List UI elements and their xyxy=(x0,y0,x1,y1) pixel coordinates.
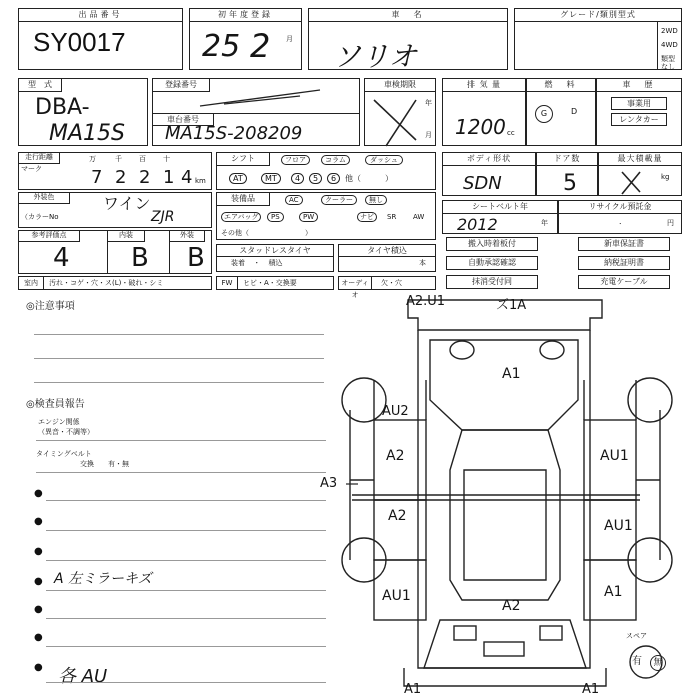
seatbelt-value: 2012 xyxy=(457,215,498,234)
model-label: 型 式 xyxy=(19,79,62,92)
mileage-digit-4: 1 xyxy=(163,167,175,188)
shift-at: AT xyxy=(229,173,247,184)
doors-value: 5 xyxy=(563,171,577,196)
shift-5: 5 xyxy=(309,173,322,184)
mileage-digit-2: 2 xyxy=(115,167,127,188)
inspection-label: 車検期限 xyxy=(365,79,435,92)
interior-label: 室内 xyxy=(19,277,44,289)
doc-tax-cert: 納税証明書 xyxy=(578,256,670,270)
studless-equipped: 装着 xyxy=(231,259,245,267)
color-code: ZJR xyxy=(151,209,175,225)
bullet-5: ● xyxy=(34,604,43,615)
notes-title: ◎注意事項 xyxy=(26,301,75,312)
first-registration-year: 25 xyxy=(202,29,241,64)
model-value-line2: MA15S xyxy=(49,121,125,146)
equipment-pw: PW xyxy=(299,212,318,222)
doc-deregistration: 抹消受付同 xyxy=(446,275,538,289)
diagram-bottom-right: A1 xyxy=(582,682,600,697)
fw-options: ヒビ・A・交換要 xyxy=(243,279,297,287)
grade-4wd: 4WD xyxy=(661,41,678,49)
displacement-value: 1200 xyxy=(455,115,506,139)
audio-label: オーディオ xyxy=(339,277,372,289)
chassis-label: 車台番号 xyxy=(153,114,214,126)
recycle-label: リサイクル預託金 xyxy=(559,201,681,214)
grade-total-label: 参考評価点 xyxy=(19,231,80,242)
diagram-right-front: AU1 xyxy=(600,448,629,464)
bullet-1: ● xyxy=(34,488,43,499)
diagram-hood: A1 xyxy=(502,366,521,382)
shift-6: 6 xyxy=(327,173,340,184)
spare-no: 無 xyxy=(650,655,666,671)
tire-load-label: タイヤ積込 xyxy=(339,245,435,257)
grade-interior: B xyxy=(131,243,149,273)
inspector-title: ◎検査員報告 xyxy=(26,399,85,410)
shift-dash: ダッシュ xyxy=(365,155,403,165)
history-business: 事業用 xyxy=(611,97,667,110)
seatbelt-unit: 年 xyxy=(541,219,548,227)
bullet-3: ● xyxy=(34,546,43,557)
diagram-right-rear: A1 xyxy=(604,584,623,600)
diagram-bottom-left: A1 xyxy=(404,682,422,697)
shift-floor: フロア xyxy=(281,155,310,165)
recycle-value: ． xyxy=(619,217,627,226)
color-sub: （カラーNo xyxy=(21,213,59,221)
displacement-label: 排 気 量 xyxy=(443,79,525,92)
interior-options: 汚れ・コゲ・穴・ス(L)・破れ・シミ xyxy=(49,279,164,287)
history-label: 車 歴 xyxy=(597,79,681,92)
recycle-unit: 円 xyxy=(667,219,674,227)
shift-column: コラム xyxy=(321,155,350,165)
grade-exterior: B xyxy=(187,243,205,273)
car-name-value: ソリオ xyxy=(333,40,417,73)
grade-label: グレード/類別型式 xyxy=(515,9,681,22)
timing-options: 有・無 xyxy=(108,460,129,468)
equipment-airbag: エアバッグ xyxy=(221,212,261,222)
audio-options: 欠・穴 xyxy=(381,279,402,287)
color-value: ワイン xyxy=(103,194,151,213)
first-registration-month: 2 xyxy=(250,27,271,65)
mileage-digit-1: 7 xyxy=(91,167,103,188)
engine-label: エンジン関係 xyxy=(38,418,80,426)
spare-yes: 有 xyxy=(632,656,642,667)
diagram-right-door: AU1 xyxy=(604,518,633,534)
equipment-label: 装備品 xyxy=(217,193,270,206)
shift-mt: MT xyxy=(261,173,281,184)
first-registration-month-unit: 月 xyxy=(286,35,293,43)
lot-number-value: SY0017 xyxy=(33,27,126,57)
doc-auto-approval: 自動承認確認 xyxy=(446,256,538,270)
fw-label: FW xyxy=(217,277,238,289)
bullet-2: ● xyxy=(34,516,43,527)
color-label: 外装色 xyxy=(19,193,70,204)
inspection-year-unit: 年 xyxy=(425,99,432,107)
bullet-7: ● xyxy=(34,662,43,673)
mileage-digit-5: 4 xyxy=(181,167,193,188)
fuel-g-option: G xyxy=(535,105,553,123)
diagram-left-panel-1: A2 xyxy=(386,448,405,464)
remark-1: A 左ミラーキズ xyxy=(54,571,152,587)
equipment-other: その他（ ） xyxy=(221,229,312,237)
mileage-unit-km: km xyxy=(195,177,206,185)
diagram-top-label-2: ズ1A xyxy=(496,298,527,313)
chassis-value: MA15S-208209 xyxy=(165,123,303,144)
doc-charge-cable: 充電ケーブル xyxy=(578,275,670,289)
capacity-unit: kg xyxy=(661,173,670,181)
equipment-sr: SR xyxy=(387,213,397,221)
seatbelt-label: シートベルト年 xyxy=(443,201,557,214)
displacement-unit: cc xyxy=(507,129,515,137)
spare-label: スペア xyxy=(626,632,647,640)
bullet-6: ● xyxy=(34,632,43,643)
equipment-navi: ナビ xyxy=(357,212,377,222)
grade-total: 4 xyxy=(53,243,70,273)
grade-exterior-label: 外装 xyxy=(169,231,205,242)
doc-arrival-plate: 搬入時着板付 xyxy=(446,237,538,251)
inspection-month-unit: 月 xyxy=(425,131,432,139)
studless-loaded: 積込 xyxy=(268,259,283,267)
shift-4: 4 xyxy=(291,173,304,184)
diagram-left-rear: AU1 xyxy=(382,588,411,604)
bullet-4: ● xyxy=(34,576,43,587)
model-value-line1: DBA- xyxy=(35,95,90,120)
timing-sub: 交換 xyxy=(80,460,94,468)
first-registration-label: 初年度登録 xyxy=(190,9,301,22)
fuel-label: 燃 料 xyxy=(527,79,595,92)
diagram-side-left: A3 xyxy=(320,476,338,491)
doors-label: ドア数 xyxy=(537,153,597,166)
grade-interior-label: 内装 xyxy=(107,231,145,242)
timing-label: タイミングベルト xyxy=(36,450,92,458)
grade-2wd: 2WD xyxy=(661,27,678,35)
equipment-aw: AW xyxy=(413,213,425,221)
shift-other: 他（ ） xyxy=(345,174,393,183)
car-name-label: 車 名 xyxy=(309,9,507,22)
doc-warranty: 新車保証書 xyxy=(578,237,670,251)
engine-sub: （異音・不調等） xyxy=(38,428,94,436)
mileage-digit-3: 2 xyxy=(139,167,151,188)
mileage-unit-hyaku: 百 xyxy=(139,155,146,163)
equipment-none: 無し xyxy=(365,195,387,205)
lot-number-label: 出品番号 xyxy=(19,9,182,22)
mileage-unit-juu: 十 xyxy=(163,155,170,163)
equipment-cooler: クーラー xyxy=(321,195,357,205)
body-value: SDN xyxy=(463,173,502,194)
diagram-left-panel-2: A2 xyxy=(388,508,407,524)
history-rental: レンタカー xyxy=(611,113,667,126)
remark-2: 各 AU xyxy=(58,666,108,687)
shift-label: シフト xyxy=(217,153,270,166)
registration-label: 登録番号 xyxy=(153,79,210,92)
tire-load-unit: 本 xyxy=(419,259,426,267)
mileage-label: 走行距離 xyxy=(19,153,60,164)
grade-none: 類型なし xyxy=(661,55,675,71)
mileage-unit-sen: 千 xyxy=(115,155,122,163)
diagram-rear-panel: A2 xyxy=(502,598,521,614)
equipment-ps: PS xyxy=(267,212,284,222)
diagram-left-front-door: AU2 xyxy=(382,404,409,419)
diagram-top-label: A2.U1 xyxy=(406,294,446,309)
body-label: ボディ形状 xyxy=(443,153,535,166)
equipment-ac: AC xyxy=(285,195,303,205)
mileage-mark: マーク xyxy=(21,165,42,173)
studless-box: スタッドレスタイヤ 装着 ・ 積込 xyxy=(216,244,334,272)
mileage-unit-man: 万 xyxy=(89,155,96,163)
fuel-d-option: D xyxy=(571,107,578,116)
studless-label: スタッドレスタイヤ xyxy=(217,245,333,257)
capacity-label: 最大積載量 xyxy=(599,153,681,166)
